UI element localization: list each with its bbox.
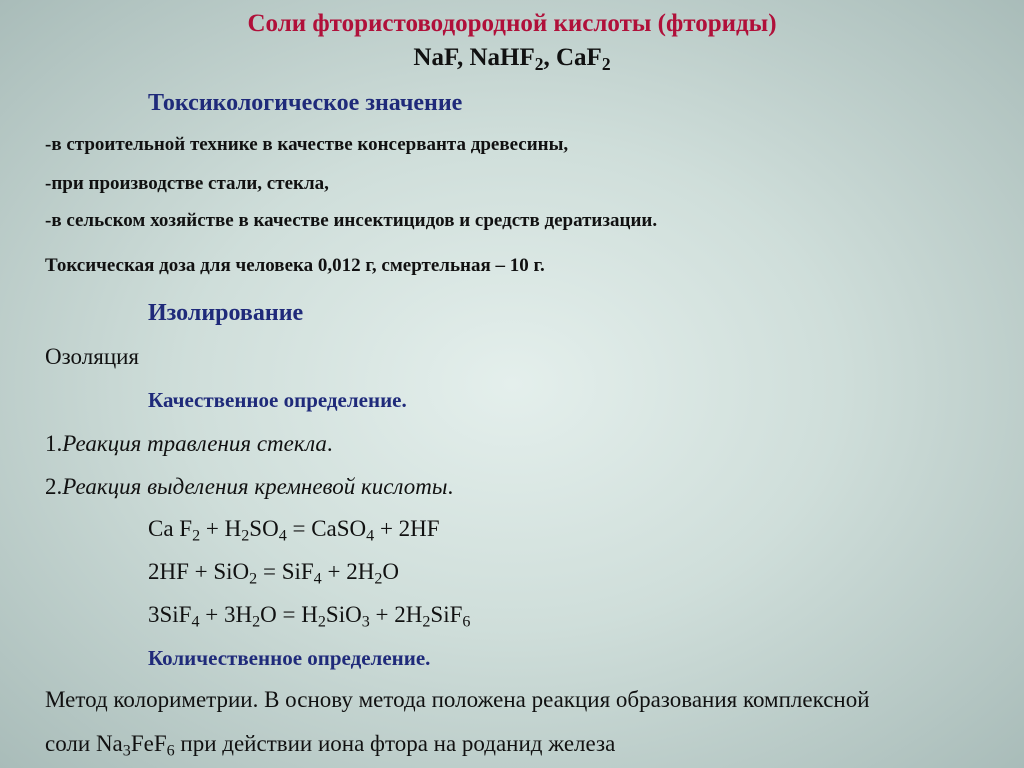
reaction-1 — [45, 432, 333, 455]
toxicology-item-2: -при производстве стали, стекла, — [45, 173, 329, 194]
slide-title: Соли фтористоводородной кислоты (фториды) — [247, 10, 777, 37]
quantitative-text-line-1: Метод колориметрии. В основу метода положена реакция образования комплексной — [45, 687, 870, 712]
toxicology-item-1: -в строительной технике в качестве консерванта древесины, — [45, 134, 569, 155]
equation-1: Ca $F_2 + H_2SO_4$ = CaSO$_4$ + 2HF — [148, 516, 440, 545]
formula-subtitle: NaF, NaHF$_2$, CaF$_2$ — [413, 44, 611, 74]
equation-2: $2HF + SiO_2 = SiF_4 + 2H_2O$ — [148, 559, 399, 588]
quantitative-text-line-2: соли $Na_3FeF_6$ при действии иона фтора на роданид железа — [45, 731, 616, 760]
equation-3: $3SiF_4 + 3H_2O = H_2SiO_3 + 2H_2SiF_6$ — [148, 602, 471, 631]
isolation-method: Озоляция — [45, 344, 140, 369]
reaction-2-end: . — [447, 474, 454, 499]
toxic-dose-text: Токсическая доза для человека 0,012 г, смертельная – 10 г. — [45, 255, 545, 276]
qualitative-heading: Качественное определение. — [148, 388, 407, 412]
toxicology-item-3: -в сельском хозяйстве в качестве инсектицидов и средств дератизации. — [45, 210, 658, 231]
reaction-2-number: 2. — [45, 474, 63, 499]
quantitative-heading: Количественное определение. — [148, 646, 431, 670]
reaction-2 — [45, 475, 453, 498]
toxicology-heading: Токсикологическое значение — [148, 90, 463, 116]
isolation-heading: Изолирование — [148, 300, 304, 326]
reaction-1-end: . — [326, 431, 333, 456]
reaction-1-text: Реакция травления стекла — [62, 431, 327, 456]
reaction-1-number: 1. — [45, 431, 63, 456]
reaction-2-text: Реакция выделения кремневой кислоты — [62, 474, 448, 499]
